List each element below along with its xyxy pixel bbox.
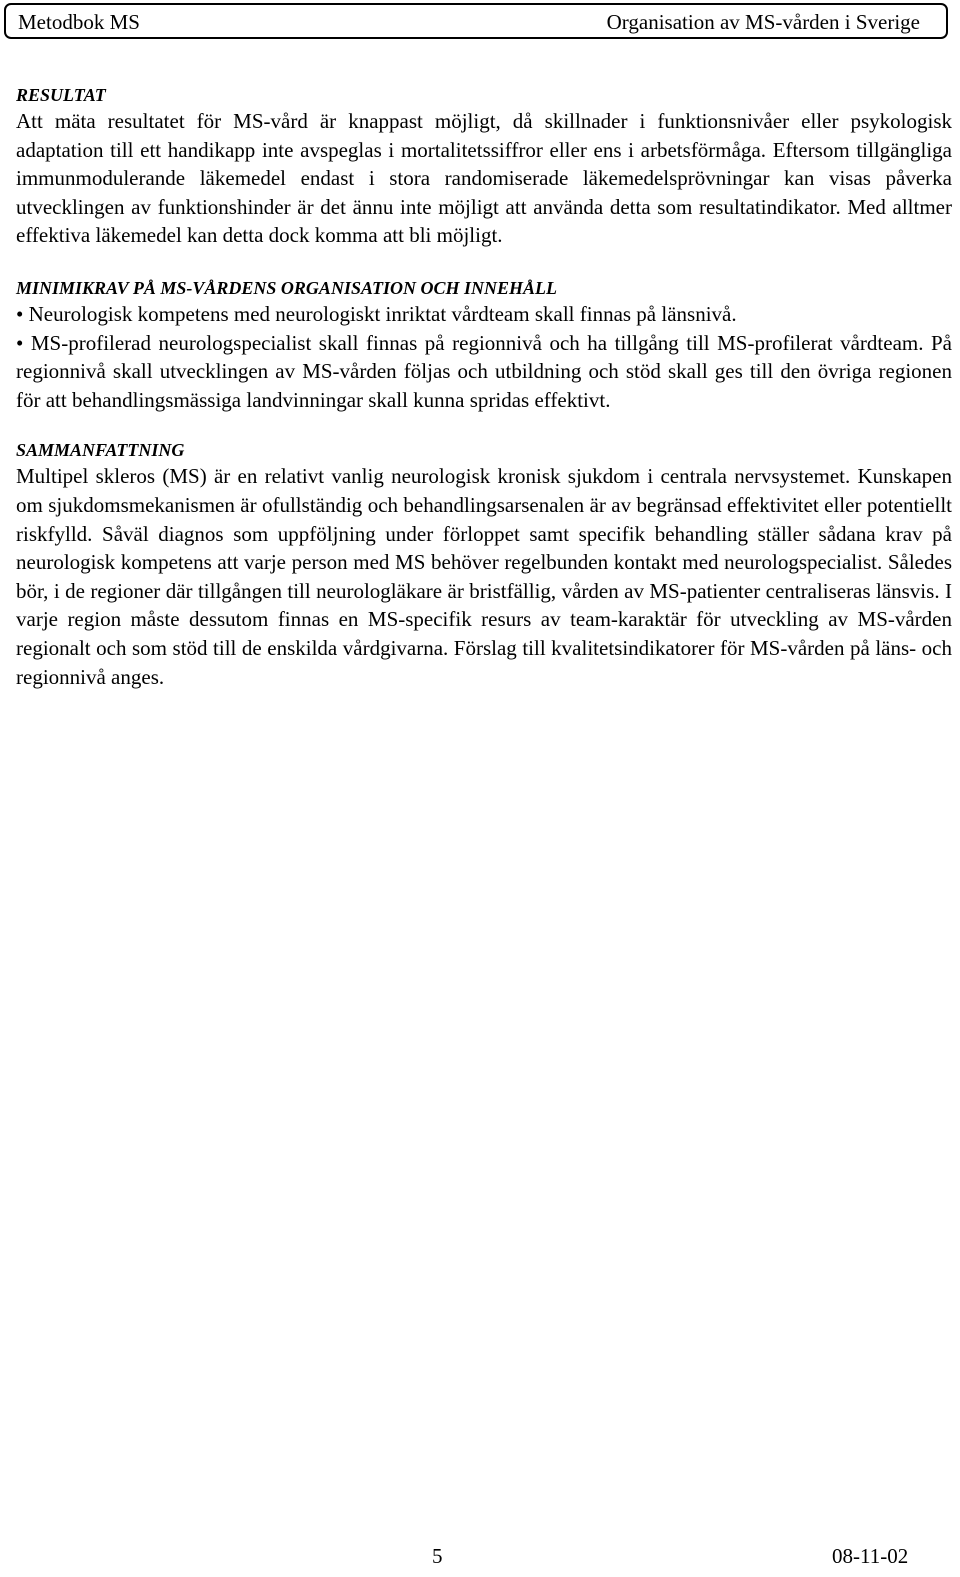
section-text-sammanfattning: Multipel skleros (MS) är en relativt vanlig neurologisk kronisk sjukdom i centrala nervsystemet. Kunskapen om sjukdomsmekanismen är ofullständig och behandlingsarsenalen är av begränsad effektivitet eller potentiellt riskfylld. Såväl diagnos som uppföljning under förloppet samt specifik behandling ställer sådana krav på neurologisk kompetens att varje person med MS behöver regelbunden kontakt med neurologspecialist. Således bör, i de regioner där tillgången till neurologläkare är bristfällig, vården av MS-patienter centraliseras länsvis. I varje region måste dessutom finnas en MS-specifik resurs av team-karaktär för utveckling av MS-vården regionalt och som stöd till de enskilda vårdgivarna. Förslag till kvalitetsindikatorer för MS-vården på läns- och regionnivå anges. [16, 464, 952, 689]
page-content [16, 83, 952, 691]
section-text-resultat: Att mäta resultatet för MS-vård är knappast möjligt, då skillnader i funktionsnivåer eller psykologisk adaptation till ett handikapp inte avspeglas i mortalitetssiffror eller ens i arbetsförmåga. Eftersom tillgängliga immunmodulerande läkemedel endast i stora randomiserade läkemedelsprövningar kan visas påverka utvecklingen av funktionshinder är det ännu inte möjligt att använda detta som resultatindikator. Med alltmer effektiva läkemedel kan detta dock komma att bli möjligt. [16, 109, 952, 248]
bullet-item: • MS-profilerad neurologspecialist skall finnas på regionnivå och ha tillgång till MS-profilerat vårdteam. På regionnivå skall utvecklingen av MS-vården följas och utbildning och stöd skall ges till den övriga regionen för att behandlingsmässiga landvinningar skall kunna spridas effektivt. [16, 330, 952, 412]
footer-date: 08-11-02 [832, 1544, 909, 1568]
section-sammanfattning [16, 438, 952, 691]
section-minimikrav [16, 276, 952, 414]
section-heading-minimikrav: MINIMIKRAV PÅ MS-VÅRDENS ORGANISATION OCH INNEHÅLL [16, 277, 557, 298]
section-resultat [16, 83, 952, 250]
header-book-title: Metodbok MS [18, 10, 140, 34]
section-heading-resultat: RESULTAT [16, 85, 106, 105]
header-chapter-title: Organisation av MS-vården i Sverige [606, 10, 920, 34]
page-number: 5 [432, 1544, 443, 1568]
page-header [4, 3, 948, 39]
section-heading-sammanfattning: SAMMANFATTNING [16, 440, 185, 461]
bullet-item: • Neurologisk kompetens med neurologiskt inriktat vårdteam skall finnas på länsnivå. [16, 301, 737, 326]
